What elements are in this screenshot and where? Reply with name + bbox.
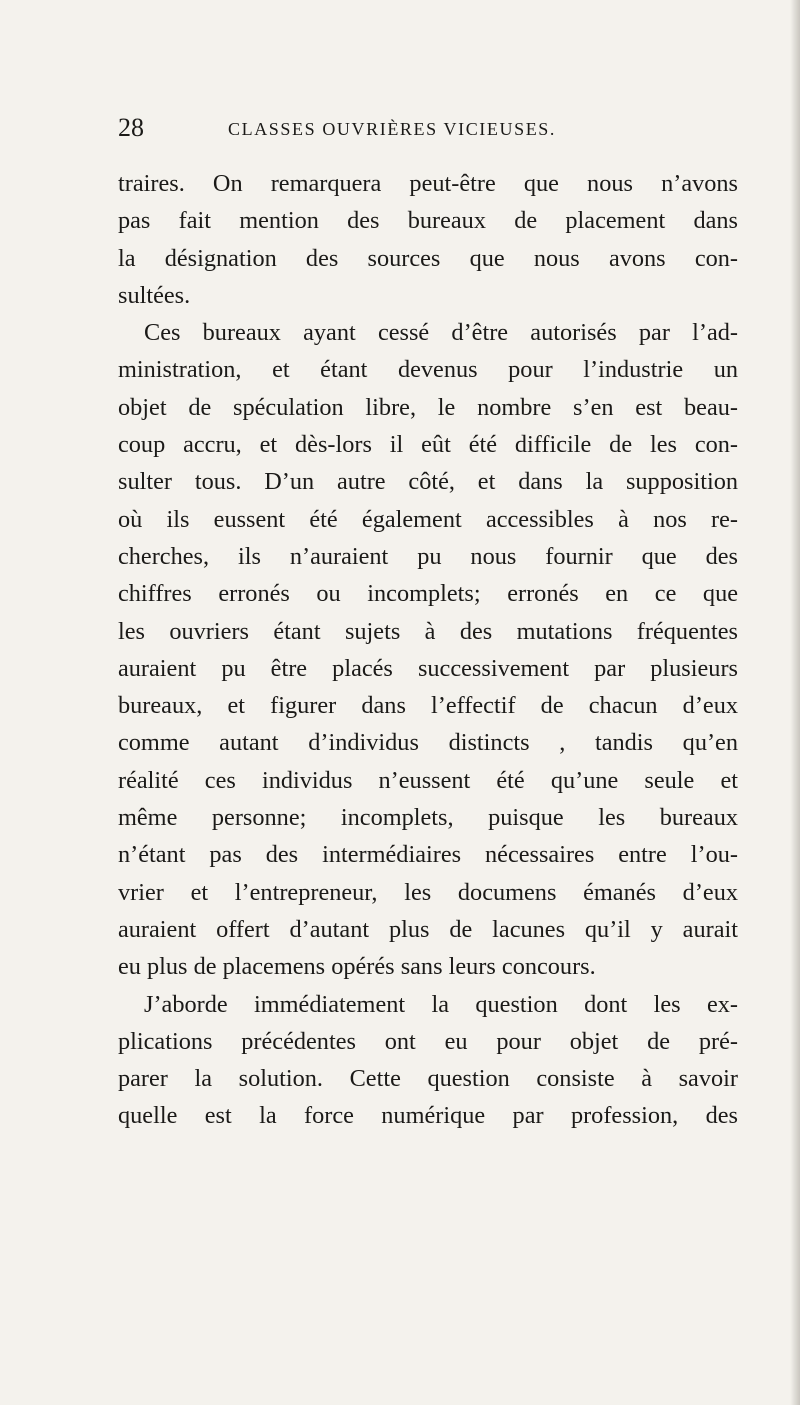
text-line: vrier et l’entrepreneur, les documens émanés d’eux <box>118 878 738 906</box>
text-line: ministration, et étant devenus pour l’industrie un <box>118 356 738 384</box>
text-line: Ces bureaux ayant cessé d’être autorisés par l’ad- <box>144 319 738 347</box>
text-line: eu plus de placemens opérés sans leurs concours. <box>118 953 596 981</box>
text-line: pas fait mention des bureaux de placement dans <box>118 207 738 235</box>
text-line: auraient pu être placés successivement par plusieurs <box>118 654 738 682</box>
text-line: les ouvriers étant sujets à des mutations fréquentes <box>118 617 738 645</box>
text-line: objet de spéculation libre, le nombre s’en est beau- <box>118 393 738 421</box>
text-line: auraient offert d’autant plus de lacunes qu’il y aurait <box>118 915 738 943</box>
text-line: quelle est la force numérique par profession, des <box>118 1102 738 1130</box>
text-line: la désignation des sources que nous avons con- <box>118 244 738 272</box>
text-line: parer la solution. Cette question consiste à savoir <box>118 1065 738 1093</box>
text-line: sulter tous. D’un autre côté, et dans la supposition <box>118 468 738 496</box>
text-line: n’étant pas des intermédiaires nécessaires entre l’ou- <box>118 841 738 869</box>
text-line: comme autant d’individus distincts , tandis qu’en <box>118 729 738 757</box>
text-line: où ils eussent été également accessibles à nos re- <box>118 505 738 533</box>
body-text <box>118 165 738 1135</box>
text-line: sultées. <box>118 281 191 309</box>
text-line: chiffres erronés ou incomplets; erronés en ce que <box>118 580 738 608</box>
page-header <box>118 112 718 144</box>
text-line: traires. On remarquera peut-être que nous n’avons <box>118 170 738 197</box>
text-line: coup accru, et dès-lors il eût été difficile de les con- <box>118 431 738 459</box>
running-title: CLASSES OUVRIÈRES VICIEUSES. <box>228 119 557 139</box>
page-edge-shadow <box>790 0 800 1405</box>
text-line: réalité ces individus n’eussent été qu’une seule et <box>118 766 738 794</box>
text-line: même personne; incomplets, puisque les bureaux <box>118 804 738 832</box>
page-number: 28 <box>118 113 144 142</box>
text-line: J’aborde immédiatement la question dont les ex- <box>144 990 738 1018</box>
text-line: cherches, ils n’auraient pu nous fournir que des <box>118 542 738 570</box>
text-line: bureaux, et figurer dans l’effectif de chacun d’eux <box>118 692 738 720</box>
text-line: plications précédentes ont eu pour objet de pré- <box>118 1027 738 1055</box>
